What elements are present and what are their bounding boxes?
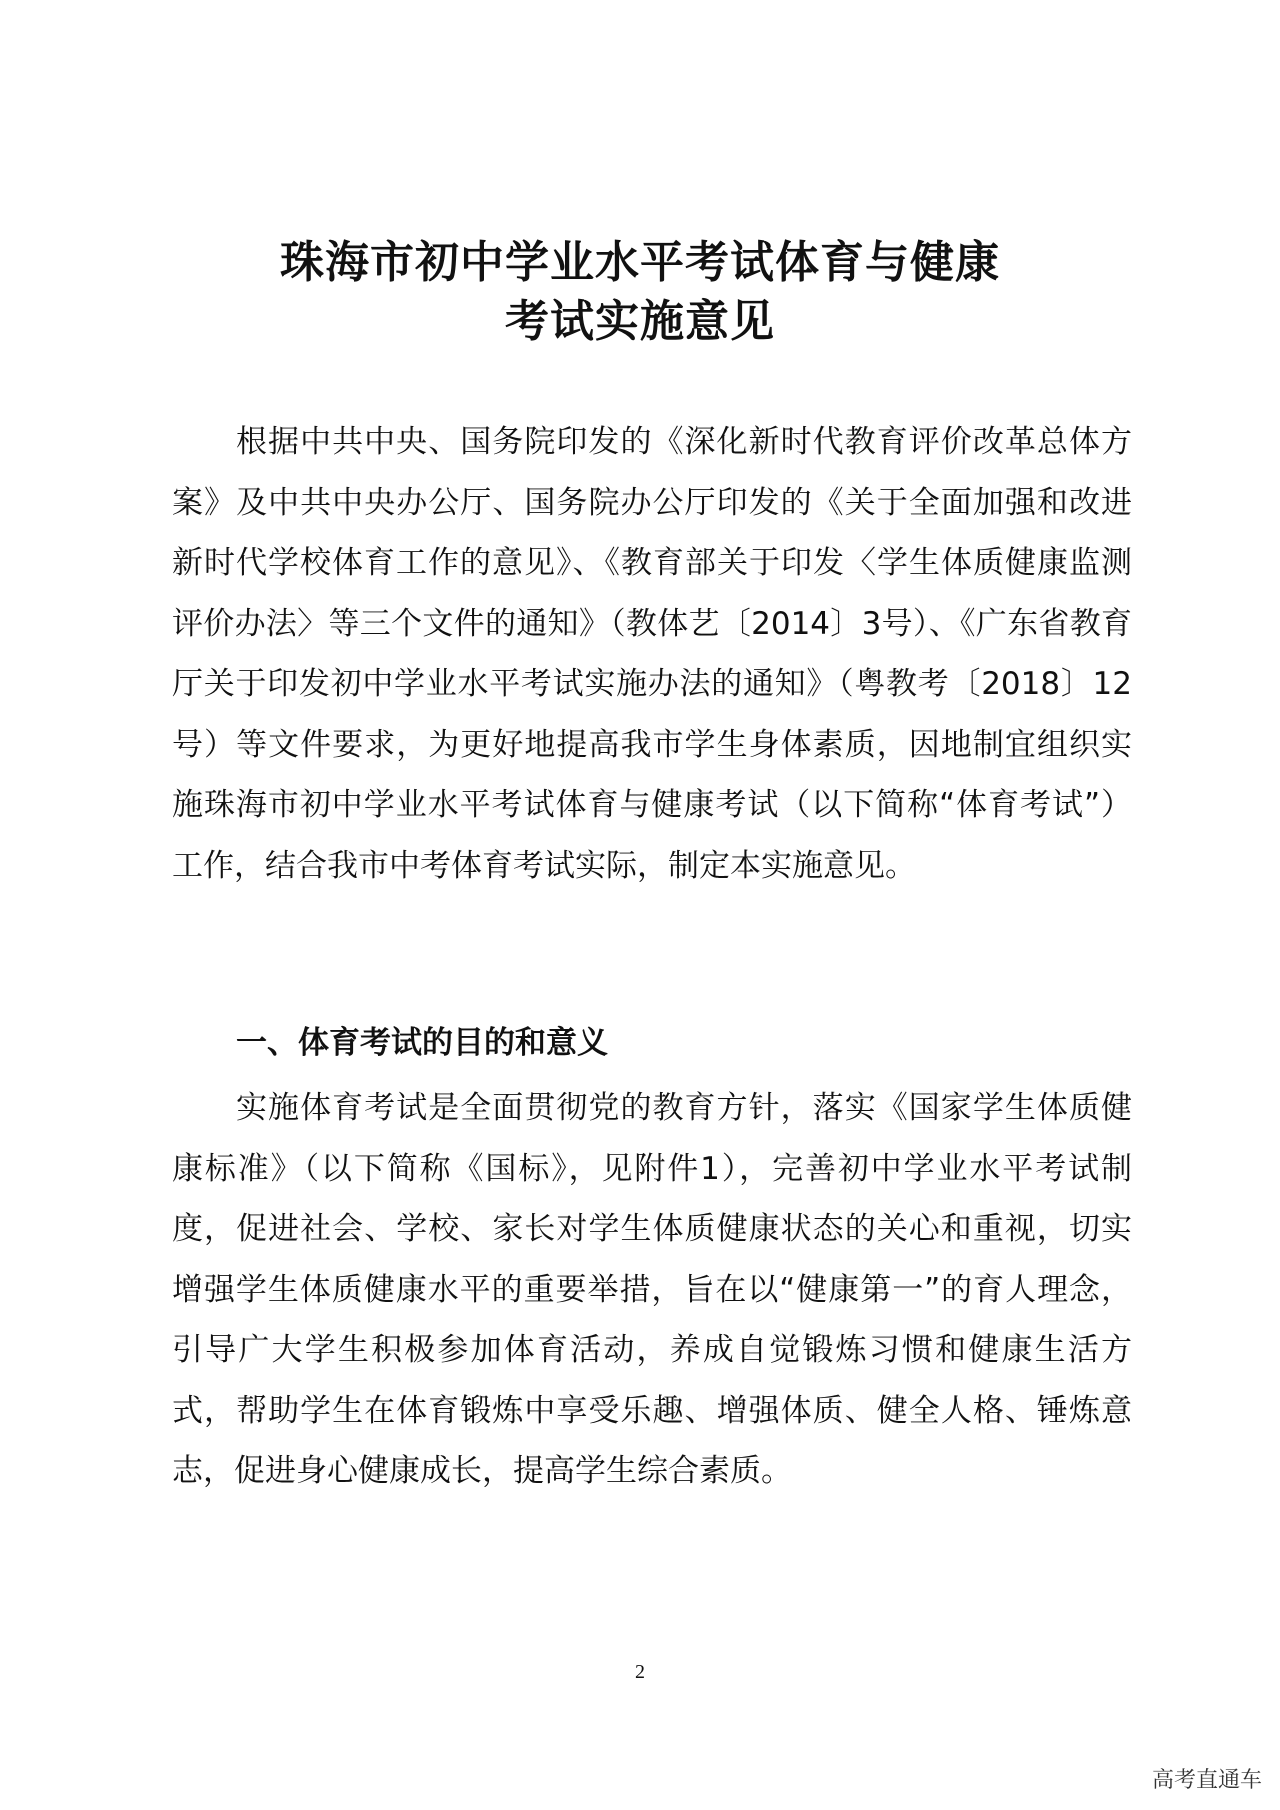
section-1-paragraph: 实施体育考试是全面贯彻党的教育方针，落实《国家学生体质健康标准》（以下简称《国标》，见附件1），完善初中学业水平考试制度，促进社会、学校、家长对学生体质健康状态的关心和重视，切实增强学生体质健康水平的重要举措，旨在以“健康第一”的育人理念，引导广大学生积极参加体育活动，养成自觉锻炼习惯和健康生活方式，帮助学生在体育锻炼中享受乐趣、增强体质、健全人格、锤炼意志，促进身心健康成长，提高学生综合素质。	[172, 1090, 1132, 1489]
page-number: 2	[635, 1661, 645, 1683]
section-heading-1: 一、体育考试的目的和意义	[236, 1025, 608, 1061]
document-title-line-2: 考试实施意见	[505, 296, 775, 347]
watermark-text: 高考直通车	[1151, 1768, 1262, 1793]
document-title-line-1: 珠海市初中学业水平考试体育与健康	[280, 237, 1000, 288]
intro-paragraph: 根据中共中央、国务院印发的《深化新时代教育评价改革总体方案》及中共中央办公厅、国务院办公厅印发的《关于全面加强和改进新时代学校体育工作的意见》、《教育部关于印发〈学生体质健康监测评价办法〉等三个文件的通知》（教体艺〔2014〕3号）、《广东省教育厅关于印发初中学业水平考试实施办法的通知》（粤教考〔2018〕12号）等文件要求，为更好地提高我市学生身体素质，因地制宜组织实施珠海市初中学业水平考试体育与健康考试（以下简称“体育考试”）工作，结合我市中考体育考试实际，制定本实施意见。	[172, 424, 1132, 884]
